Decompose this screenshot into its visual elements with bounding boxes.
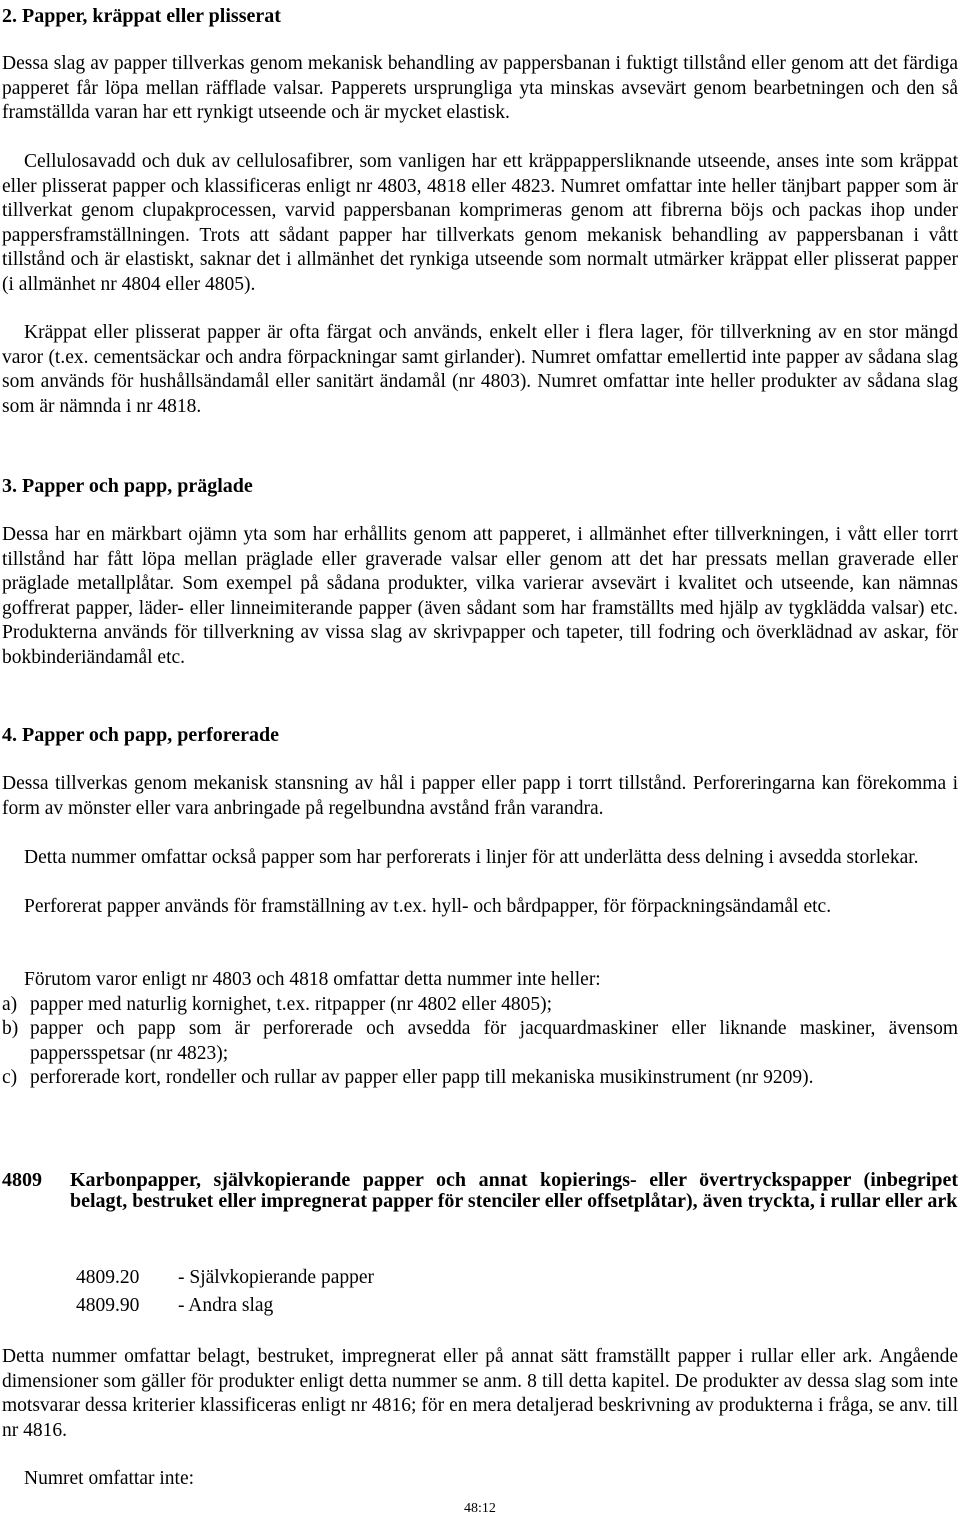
embossed-paragraph: Dessa har en märkbart ojämn yta som har erhållits genom att papperet, i allmänhet efter tillverkningen, i vått eller torrt tillstånd har fått löpa mellan präglade eller graverade valsar eller genom att det har pressats mellan graverade eller präglade metallplåtar. Som exempel på sådana produkter, vilka varierar avsevärt i kvalitet och utseende, kan nämnas goffrerat papper, läder- eller linneimiterande papper (även sådant som har framställts med hjälp av tygklädda valsar) etc. Produkterna används för tillverkning av vissa slag av skrivpapper och tapeter, till fodring och överklädnad av askar, för bokbinderiändamål etc.: [2, 524, 958, 668]
subheading-code: 4809.90: [76, 1295, 140, 1316]
perforated-paragraph-1: Dessa tillverkas genom mekanisk stansning av hål i papper eller papp i torrt tillstånd. Perforeringarna kan förekomma i form av mönster eller vara anbringade på regelbundna avstånd från varandra.: [2, 773, 958, 819]
section-heading-perforated: 4. Papper och papp, perforerade: [2, 724, 280, 746]
perforated-paragraph-3: Perforerat papper används för framställning av t.ex. hyll- och bårdpapper, för förpackningsändamål etc.: [24, 896, 832, 917]
exclusion-text: papper med naturlig kornighet, t.ex. ritpapper (nr 4802 eller 4805);: [30, 994, 553, 1015]
page-number: 48:12: [464, 1501, 496, 1516]
exclusions-intro: Förutom varor enligt nr 4803 och 4818 omfattar detta nummer inte heller:: [24, 969, 601, 990]
exclusion-text: perforerade kort, rondeller och rullar av papper eller papp till mekaniska musikinstrument (nr 9209).: [30, 1067, 814, 1088]
section-heading-crepe: 2. Papper, kräppat eller plisserat: [2, 5, 281, 27]
subheading-code: 4809.20: [76, 1267, 140, 1288]
hs-code: 4809: [2, 1169, 42, 1191]
heading-4809-paragraph: Detta nummer omfattar belagt, bestruket, impregnerat eller på annat sätt framställt papper i rullar eller ark. Angående dimensioner som gäller för produkter enligt detta nummer se anm. 8 till detta kapitel. De produkter av dessa slag som inte motsvarar dessa kriterier klassificeras enligt nr 4816; för en mera detaljerad beskrivning av produkterna i fråga, se anv. till nr 4816.: [2, 1346, 958, 1441]
list-marker: b): [2, 1018, 19, 1039]
section-heading-embossed: 3. Papper och papp, präglade: [2, 475, 253, 497]
hs-title: Karbonpapper, självkopierande papper och annat kopierings- eller övertryckspapper (inbegripet belagt, bestruket eller impregnerat papper för stenciler eller offsetplåtar), även tryckta, i rullar eller ark: [70, 1169, 958, 1212]
crepe-paragraph-3: Kräppat eller plisserat papper är ofta färgat och används, enkelt eller i flera lager, för tillverkning av en stor mängd varor (t.ex. cementsäckar och andra förpackningar samt girlander). Numret omfattar emellertid inte papper av sådana slag som används för hushållsändamål eller sanitärt ändamål (nr 4803). Numret omfattar inte heller produkter av sådana slag som är nämnda i nr 4818.: [2, 322, 958, 417]
exclusion-text: papper och papp som är perforerade och avsedda för jacquardmaskiner eller liknande maskiner, ävensom pappersspetsar (nr 4823);: [30, 1018, 958, 1064]
list-marker: c): [2, 1067, 18, 1088]
list-marker: a): [2, 994, 18, 1015]
subheading-text: - Självkopierande papper: [178, 1267, 375, 1288]
crepe-paragraph-2: Cellulosavadd och duk av cellulosafibrer, som vanligen har ett kräppappersliknande utseende, anses inte som kräppat eller plisserat papper och klassificeras enligt nr 4803, 4818 eller 4823. Numret omfattar inte heller tänjbart papper som är tillverkat genom clupakprocessen, varvid pappersbanan komprimeras genom att fibrerna böjs och packas ihop under pappersframställningen. Trots att sådant papper har tillverkats genom mekanisk behandling av pappersbanan i vått tillstånd och är elastiskt, saknar det i allmänhet det rynkiga utseende som normalt utmärker kräppat eller plisserat papper (i allmänhet nr 4804 eller 4805).: [2, 151, 958, 295]
subheading-text: - Andra slag: [178, 1295, 274, 1316]
not-included-label: Numret omfattar inte:: [24, 1468, 195, 1489]
crepe-paragraph-1: Dessa slag av papper tillverkas genom mekanisk behandling av pappersbanan i fuktigt tillstånd eller genom att det färdiga papperet får löpa mellan räfflade valsar. Papperets ursprungliga yta minskas avsevärt genom bearbetningen och den så framställda varan har ett rynkigt utseende och är mycket elastisk.: [2, 53, 958, 123]
perforated-paragraph-2: Detta nummer omfattar också papper som har perforerats i linjer för att underlätta dess delning i avsedda storlekar.: [24, 847, 919, 868]
